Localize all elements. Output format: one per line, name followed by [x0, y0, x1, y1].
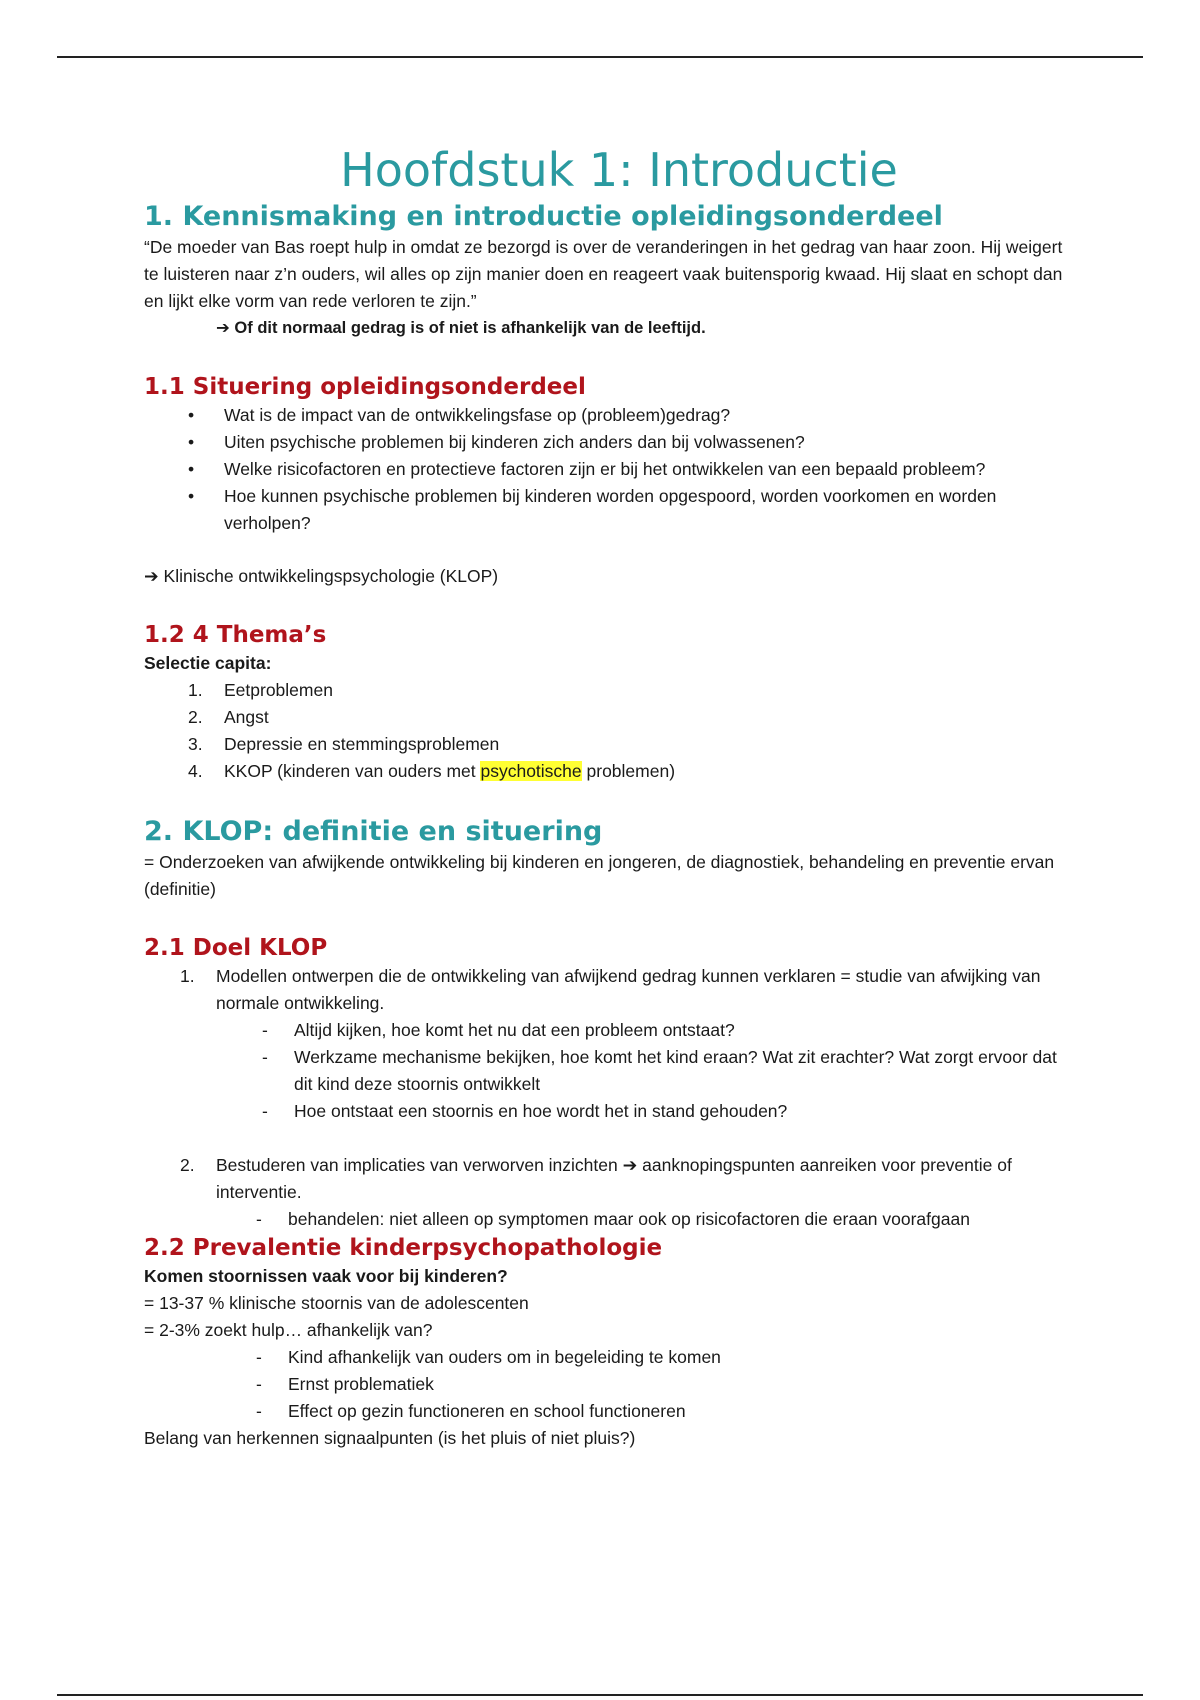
- klop-conclusion: ➔ Klinische ontwikkelingspsychologie (KLOP): [144, 566, 499, 586]
- statistic: = 2-3% zoekt hulp… afhankelijk van?: [144, 1320, 433, 1340]
- list-item: 1. Eetproblemen: [188, 680, 333, 700]
- sub-list: [216, 1017, 1064, 1125]
- footer-rule: [57, 1694, 1143, 1696]
- list-item: - Werkzame mechanisme bekijken, hoe komt het kind eraan? Wat zit erachter? Wat zorgt ervoor dat dit kind deze stoornis ontwikkelt: [294, 1044, 1064, 1098]
- factor-list: [144, 1344, 1064, 1425]
- klop-definition: = Onderzoeken van afwijkende ontwikkeling bij kinderen en jongeren, de diagnostiek, behandeling en preventie ervan (definitie): [144, 852, 1055, 899]
- section-2-heading: 2. KLOP: definitie en situering: [144, 816, 603, 847]
- list-item: - Altijd kijken, hoe komt het nu dat een probleem ontstaat?: [294, 1017, 1064, 1044]
- list-item: - Kind afhankelijk van ouders om in begeleiding te komen: [288, 1344, 1064, 1371]
- document-body: [144, 140, 1064, 1452]
- list-item: 2. Bestuderen van implicaties van verworven inzichten ➔ aanknopingspunten aanreiken voor preventie of interventie. - behandelen: niet alleen op symptomen maar ook op risicofactoren die eraan voorafgaan: [216, 1152, 1064, 1233]
- arrow-note: ➔ Of dit normaal gedrag is of niet is afhankelijk van de leeftijd.: [216, 319, 706, 337]
- list-item: • Uiten psychische problemen bij kinderen zich anders dan bij volwassenen?: [224, 429, 1064, 456]
- goal-list: [144, 963, 1064, 1233]
- list-item: - behandelen: niet alleen op symptomen maar ook op risicofactoren die eraan voorafgaan: [288, 1206, 1064, 1233]
- page-title: Hoofdstuk 1: Introductie: [340, 143, 898, 197]
- list-item: 1. Modellen ontwerpen die de ontwikkeling van afwijkend gedrag kunnen verklaren = studie van afwijking van normale ontwikkeling. - Altijd kijken, hoe komt het nu dat een probleem ontstaat? - Werkzame mechanisme bekijken, hoe komt het kind eraan? Wat zit erachter? Wat zorgt ervoor dat dit kind deze stoornis ontwikkelt - Hoe ontstaat een stoornis en hoe wordt het in stand gehouden?: [216, 963, 1064, 1125]
- sub-list: [216, 1206, 1064, 1233]
- statistic: = 13-37 % klinische stoornis van de adolescenten: [144, 1293, 529, 1313]
- section-1-2-heading: 1.2 4 Thema’s: [144, 622, 327, 648]
- theme-list: [144, 677, 1064, 785]
- case-quote: “De moeder van Bas roept hulp in omdat ze bezorgd is over de veranderingen in het gedrag van haar zoon. Hij weigert te luisteren naar z’n ouders, wil alles op zijn manier doen en reageert vaak buitensporig kwaad. Hij slaat en schopt dan en lijkt elke vorm van rede verloren te zijn.”: [144, 237, 1063, 311]
- list-item: • Hoe kunnen psychische problemen bij kinderen worden opgespoord, worden voorkomen en worden verholpen?: [224, 483, 1064, 537]
- section-2-2-heading: 2.2 Prevalentie kinderpsychopathologie: [144, 1235, 663, 1261]
- list-item: - Ernst problematiek: [288, 1371, 1064, 1398]
- list-item: 3. Depressie en stemmingsproblemen: [188, 734, 500, 754]
- prevalence-question: Komen stoornissen vaak voor bij kinderen?: [144, 1266, 508, 1286]
- header-rule: [57, 56, 1143, 58]
- list-item: 2. Angst: [188, 707, 269, 727]
- closing-note: Belang van herkennen signaalpunten (is het pluis of niet pluis?): [144, 1428, 636, 1448]
- list-item: • Wat is de impact van de ontwikkelingsfase op (probleem)gedrag?: [224, 402, 1064, 429]
- list-item: 4. KKOP (kinderen van ouders met psychotische problemen): [188, 761, 676, 781]
- list-item: - Hoe ontstaat een stoornis en hoe wordt het in stand gehouden?: [294, 1098, 1064, 1125]
- section-2-1-heading: 2.1 Doel KLOP: [144, 935, 328, 961]
- list-item: - Effect op gezin functioneren en school functioneren: [288, 1398, 1064, 1425]
- list-item: • Welke risicofactoren en protectieve factoren zijn er bij het ontwikkelen van een bepaald probleem?: [224, 456, 1064, 483]
- selection-label: Selectie capita:: [144, 653, 272, 673]
- section-1-heading: 1. Kennismaking en introductie opleidingsonderdeel: [144, 201, 943, 232]
- highlighted-text: psychotische: [480, 761, 582, 781]
- question-list: [144, 402, 1064, 537]
- section-1-1-heading: 1.1 Situering opleidingsonderdeel: [144, 374, 586, 400]
